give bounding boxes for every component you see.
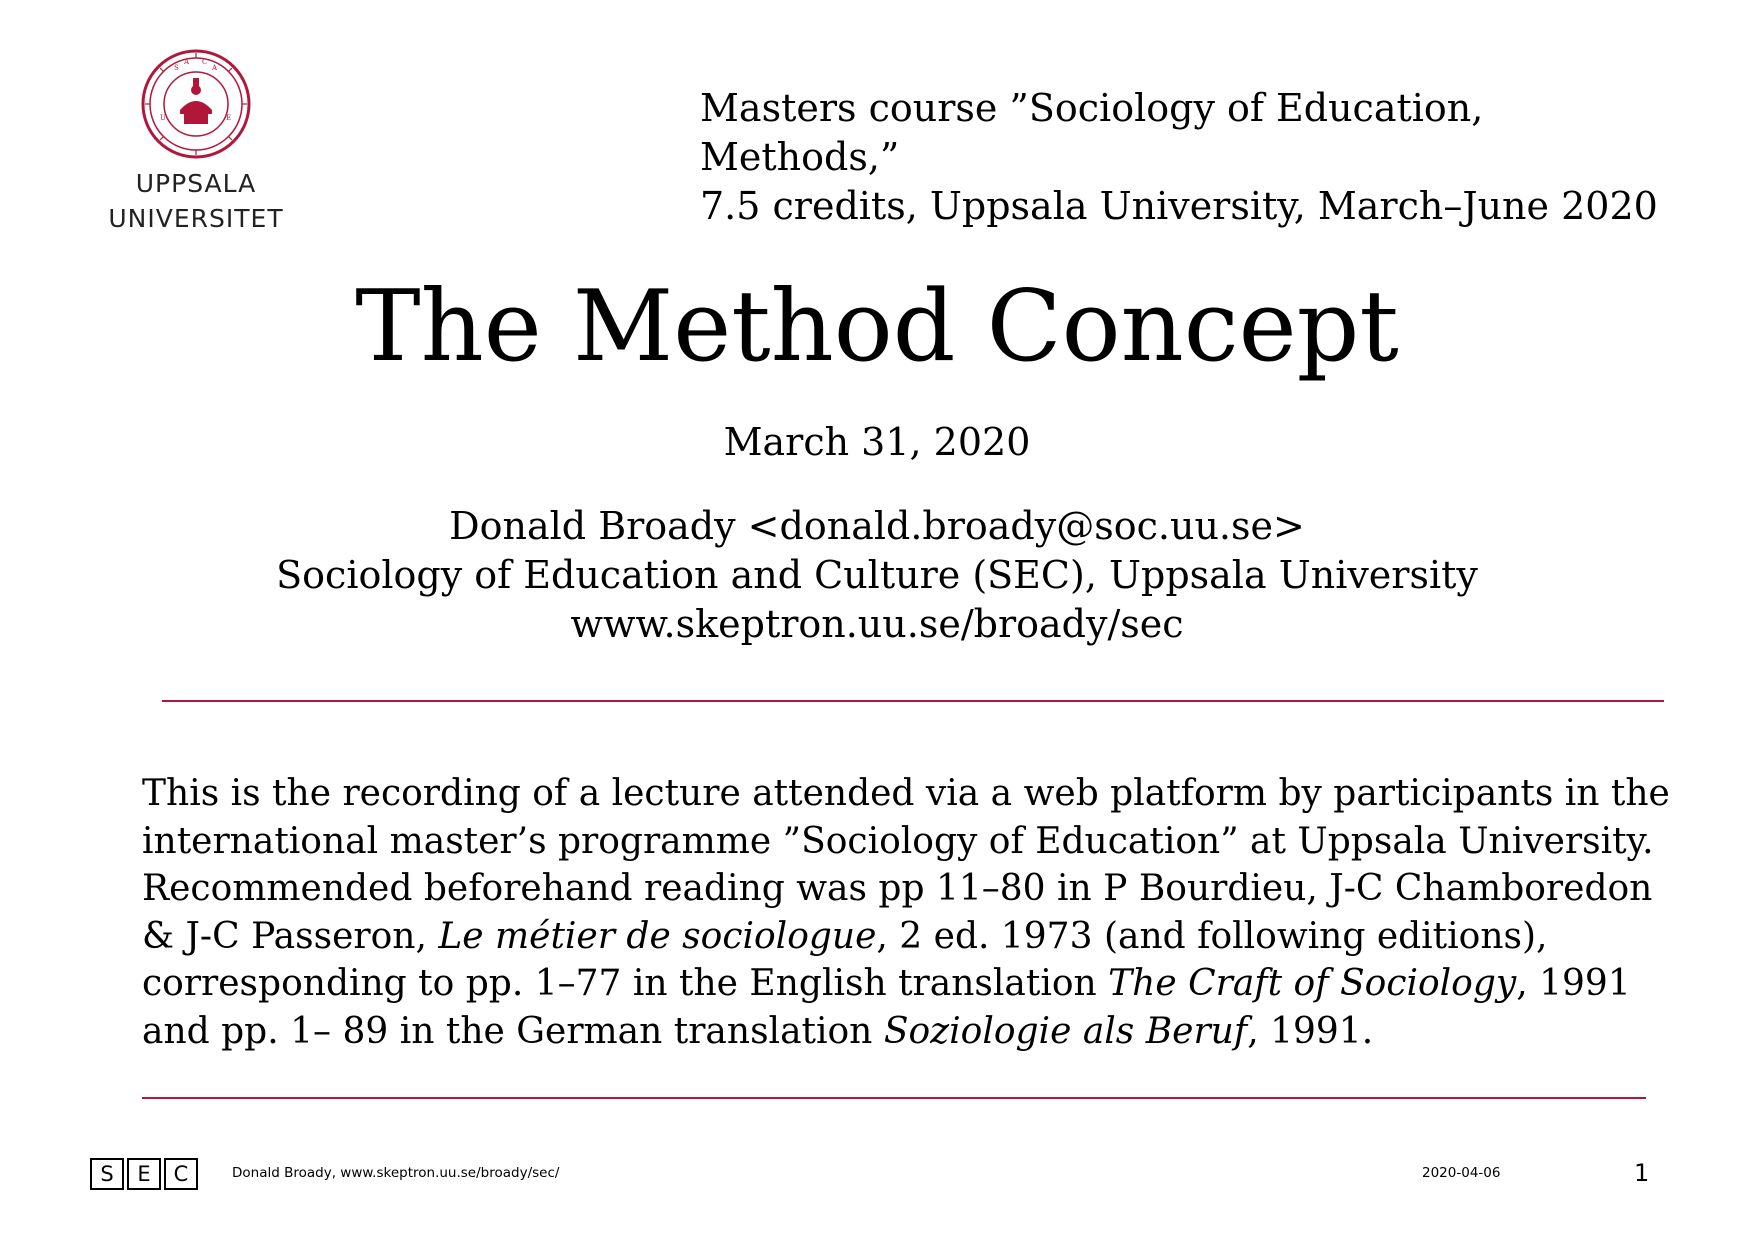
footer-author: Donald Broady, www.skeptron.uu.se/broady/sec/ <box>232 1165 560 1181</box>
university-logo <box>96 48 296 236</box>
sec-logo-letter-c: C <box>164 1158 198 1190</box>
description-text-1: This is the recording of a lecture attended via a web platform by participants in the international master’s programme ”Sociology of Education” at Uppsala University. Recommended beforehand reading was pp 11–80 in P Bourdieu, J-C Chamboredon & J-C Passeron, <box>142 773 1670 957</box>
book-title-french: Le métier de sociologue <box>438 915 877 957</box>
divider-bottom <box>142 1097 1646 1099</box>
svg-text:S: S <box>174 64 179 72</box>
author-affiliation: Sociology of Education and Culture (SEC), Uppsala University <box>276 553 1478 597</box>
university-name-line2: UNIVERSITET <box>108 204 284 233</box>
course-info-line1: Masters course ”Sociology of Education, Methods,” <box>700 86 1484 179</box>
svg-text:A: A <box>212 64 218 72</box>
description-paragraph <box>142 770 1682 1055</box>
university-name <box>96 166 296 236</box>
author-block <box>0 502 1754 649</box>
description-text-3: , 1991 and pp. 1– 89 in the German translation <box>142 963 1631 1052</box>
university-seal-icon <box>140 48 252 160</box>
svg-text:A: A <box>184 58 190 66</box>
university-name-line1: UPPSALA <box>135 169 257 198</box>
description-text-2: , 2 ed. 1973 (and following editions), corresponding to pp. 1–77 in the English translation <box>142 915 1548 1004</box>
sec-logo <box>90 1158 198 1190</box>
footer-date: 2020-04-06 <box>1422 1165 1501 1181</box>
description-text-4: , 1991. <box>1247 1010 1374 1052</box>
author-website: www.skeptron.uu.se/broady/sec <box>570 602 1184 646</box>
svg-text:E: E <box>226 114 232 122</box>
sec-logo-letter-e: E <box>127 1158 161 1190</box>
sec-logo-letter-s: S <box>90 1158 124 1190</box>
page-number: 1 <box>1634 1159 1650 1187</box>
book-title-english: The Craft of Sociology <box>1108 963 1517 1004</box>
divider-top <box>162 700 1664 702</box>
author-name-email: Donald Broady <donald.broady@soc.uu.se> <box>449 504 1305 548</box>
page-title: The Method Concept <box>355 270 1399 384</box>
book-title-german: Soziologie als Beruf <box>883 1010 1248 1052</box>
svg-text:C: C <box>202 58 208 66</box>
course-info <box>700 84 1660 231</box>
lecture-date: March 31, 2020 <box>723 420 1031 464</box>
course-info-line2: 7.5 credits, Uppsala University, March–June 2020 <box>700 184 1658 228</box>
svg-text:U: U <box>160 114 166 122</box>
